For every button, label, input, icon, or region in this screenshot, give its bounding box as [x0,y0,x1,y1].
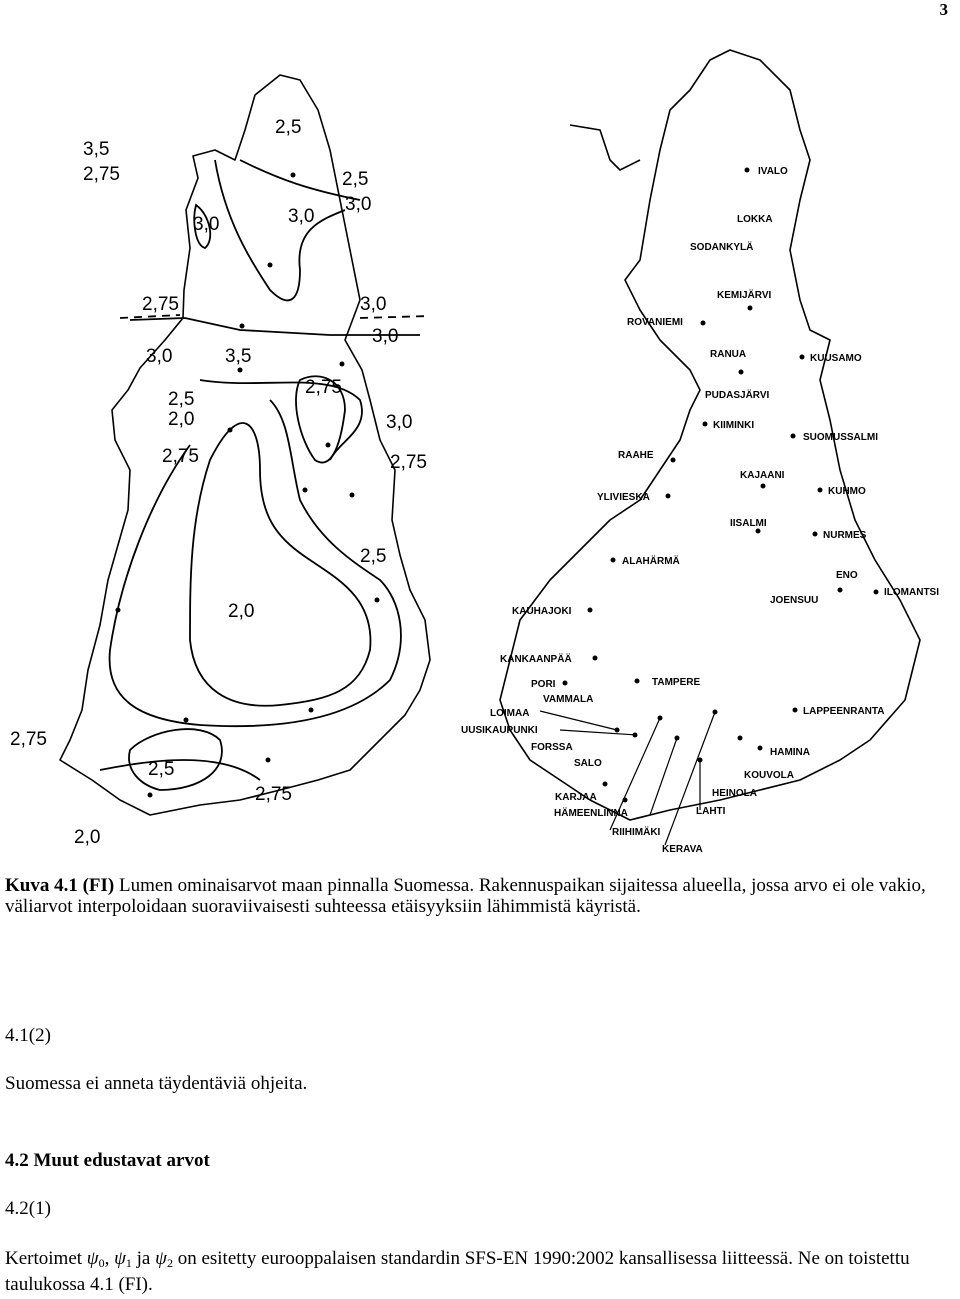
contour-label: 2,5 [360,546,387,567]
city-label: ILOMANTSI [884,587,939,598]
city-label: ENO [836,570,858,581]
city-label: ALAHÄRMÄ [622,556,680,567]
city-label: HAMINA [770,747,810,758]
city-label: RAAHE [618,450,654,461]
city-label: YLIVIESKA [597,492,650,503]
caption-text: Lumen ominaisarvot maan pinnalla Suomessa. Rakennuspaikan sijaitessa alueella, jossa arvo ei ole vakio, väliarvot interpoloidaan suoraviivaisesti suhteessa etäisyyksiin lähimmistä käyristä. [5,875,926,917]
city-label: KIIMINKI [713,420,755,431]
city-label: IISALMI [730,518,767,529]
contour-label: 2,75 [83,164,120,185]
city-label: SALO [574,758,602,769]
para-separator: , [104,1248,115,1269]
city-label: LOIMAA [490,708,530,719]
clause-number: 4.1(2) [5,1025,51,1046]
contour-label: 3,0 [288,206,315,227]
contour-label: 2,75 [142,294,179,315]
contour-label: 3,0 [360,294,387,315]
city-label: KOUVOLA [744,770,794,781]
city-label: LOKKA [737,214,773,225]
isoline [190,423,370,706]
city-label: SODANKYLÄ [690,242,754,253]
contour-label: 3,0 [193,214,220,235]
city-label: LAPPEENRANTA [803,706,885,717]
city-map [461,50,939,855]
city-label: UUSIKAUPUNKI [461,725,538,736]
paragraph: Suomessa ei anneta täydentäviä ohjeita. [5,1073,308,1094]
contour-label: 2,5 [275,117,302,138]
city-label: HEINOLA [712,788,757,799]
city-label: NURMES [823,530,867,541]
contour-label: 3,0 [345,194,372,215]
paragraph [5,1248,953,1295]
psi-symbol: ψ [86,1248,99,1269]
city-label: JOENSUU [770,595,819,606]
city-label: LAHTI [696,806,726,817]
contour-label: 2,5 [342,169,369,190]
contour-label: 2,5 [148,759,175,780]
clause-number: 4.2(1) [5,1198,51,1219]
isoline [215,160,345,300]
psi-subscript: 2 [166,1256,173,1270]
para-lead: Kertoimet [5,1248,87,1269]
city-label: IVALO [758,166,788,177]
finland-snow-maps [0,40,960,870]
city-label: PUDASJÄRVI [705,390,770,401]
contour-label: 3,0 [372,326,399,347]
contour-label: 2,75 [10,729,47,750]
psi-symbol: ψ [155,1248,167,1269]
city-label: KEMIJÄRVI [717,290,772,301]
contour-label: 3,0 [386,412,413,433]
city-label: SUOMUSSALMI [803,432,878,443]
city-label: KANKAANPÄÄ [500,654,572,665]
contour-label: 2,0 [228,601,255,622]
isoline [120,315,430,318]
page-number: 3 [939,0,948,19]
contour-label: 3,0 [146,346,173,367]
isoline [100,760,260,780]
psi-subscript: 0 [98,1256,105,1270]
city-label: VAMMALA [543,694,594,705]
city-label: KARJAA [555,792,597,803]
city-label: KAJAANI [740,470,785,481]
city-label: HÄMEENLINNA [554,808,628,819]
contour-label: 2,75 [305,377,342,398]
psi-symbol: ψ [114,1248,126,1269]
contour-label: 3,5 [83,139,110,160]
city-label: PORI [531,679,556,690]
contour-label: 2,0 [74,827,101,848]
right-map-border [570,125,640,170]
psi-subscript: 1 [125,1256,132,1270]
figure-caption [5,875,953,917]
section-heading: 4.2 Muut edustavat arvot [5,1150,210,1171]
contour-label: 2,0 [168,409,195,430]
city-label: TAMPERE [652,677,701,688]
city-label: KERAVA [662,844,703,855]
city-label: KUHMO [828,486,866,497]
city-label: FORSSA [531,742,573,753]
caption-label: Kuva 4.1 (FI) [5,875,115,896]
city-label: ROVANIEMI [627,317,683,328]
city-label: RIIHIMÄKI [612,827,661,838]
contour-label: 3,5 [225,346,252,367]
para-conjunction: ja [131,1248,156,1269]
contour-label: 2,75 [390,452,427,473]
city-label: RANUA [710,349,747,360]
leader-lines [540,711,715,845]
contour-label: 2,75 [162,446,199,467]
city-label: KAUHAJOKI [512,606,572,617]
city-label: KUUSAMO [810,353,862,364]
snow-load-map [10,75,430,848]
contour-label: 2,5 [168,389,195,410]
para-rest: on esitetty eurooppalaisen standardin SFS-EN 1990:2002 kansallisessa liitteessä. Ne on toistettu taulukossa 4.1 (FI). [5,1248,910,1295]
contour-label: 2,75 [255,784,292,805]
